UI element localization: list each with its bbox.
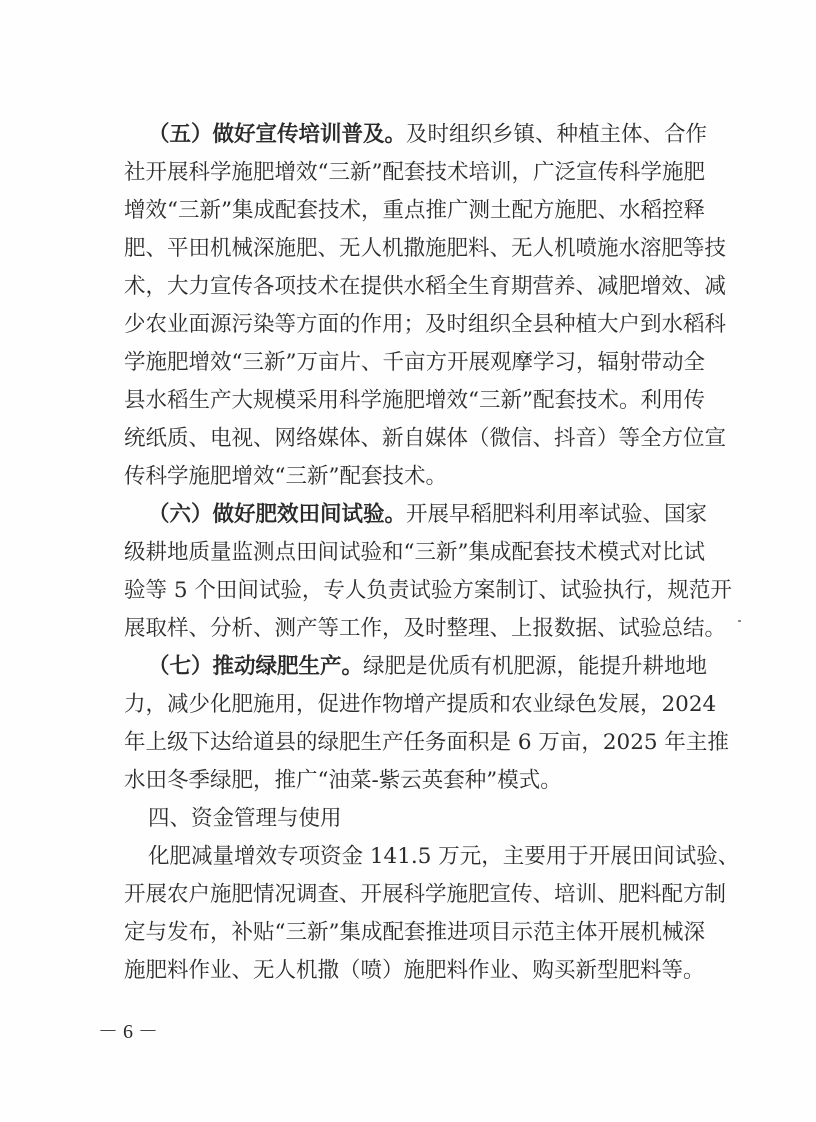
section-five-first-line: [124, 117, 708, 153]
section-four-line: 开展农户施肥情况调查、开展科学施肥宣传、培训、肥料配方制: [124, 882, 727, 907]
section-six-line: 展取样、分析、测产等工作，及时整理、上报数据、试验总结。: [124, 616, 727, 641]
section-five-line: 社开展科学施肥增效“三新”配套技术培训，广泛宣传科学施肥: [124, 160, 705, 185]
section-four-line: 定与发布，补贴“三新”集成配套推进项目示范主体开展机械深: [124, 920, 705, 945]
section-six-heading: （六）做好肥效田间试验。: [148, 502, 407, 527]
page-number: － 6 －: [98, 1021, 158, 1043]
scan-speck: [738, 620, 741, 622]
section-six-first-line: [124, 497, 708, 533]
section-five-line: 传科学施肥增效“三新”配套技术。: [124, 464, 447, 489]
section-seven-first-line: [124, 649, 708, 685]
section-five-line: 学施肥增效“三新”万亩片、千亩方开展观摩学习，辐射带动全: [124, 350, 705, 375]
section-five-line: 统纸质、电视、网络媒体、新自媒体（微信、抖音）等全方位宣: [124, 426, 727, 451]
section-four-line: 施肥料作业、无人机撒（喷）施肥料作业、购买新型肥料等。: [124, 958, 705, 983]
section-five-line: 少农业面源污染等方面的作用；及时组织全县种植大户到水稻科: [124, 312, 727, 337]
section-six-line: 验等 5 个田间试验，专人负责试验方案制订、试验执行，规范开: [124, 578, 732, 603]
section-seven-line: 年上级下达给道县的绿肥生产任务面积是 6 万亩，2025 年主推: [124, 730, 729, 755]
section-seven-first-line-text: 绿肥是优质有机肥源，能提升耕地地: [363, 654, 708, 679]
section-seven-heading: （七）推动绿肥生产。: [148, 654, 364, 679]
section-four-heading: 四、资金管理与使用: [148, 806, 342, 831]
section-five-heading: （五）做好宣传培训普及。: [148, 122, 407, 147]
section-seven-line: 力，减少化肥施用，促进作物增产提质和农业绿色发展，2024: [124, 692, 717, 717]
section-five-line: 肥、平田机械深施肥、无人机撒施肥料、无人机喷施水溶肥等技: [124, 236, 727, 261]
section-seven-line: 水田冬季绿肥，推广“油菜-紫云英套种”模式。: [124, 768, 562, 793]
section-four-first-line: 化肥减量增效专项资金 141.5 万元，主要用于开展田间试验、: [148, 844, 740, 869]
section-six-line: 级耕地质量监测点田间试验和“三新”集成配套技术模式对比试: [124, 540, 705, 565]
section-five-first-line-text: 及时组织乡镇、种植主体、合作: [406, 122, 708, 147]
section-five-line: 县水稻生产大规模采用科学施肥增效“三新”配套技术。利用传: [124, 388, 705, 413]
section-six-first-line-text: 开展早稻肥料利用率试验、国家: [406, 502, 708, 527]
section-five-line: 增效“三新”集成配套技术，重点推广测土配方施肥、水稻控释: [124, 198, 705, 223]
section-five-line: 术，大力宣传各项技术在提供水稻全生育期营养、减肥增效、减: [124, 274, 727, 299]
